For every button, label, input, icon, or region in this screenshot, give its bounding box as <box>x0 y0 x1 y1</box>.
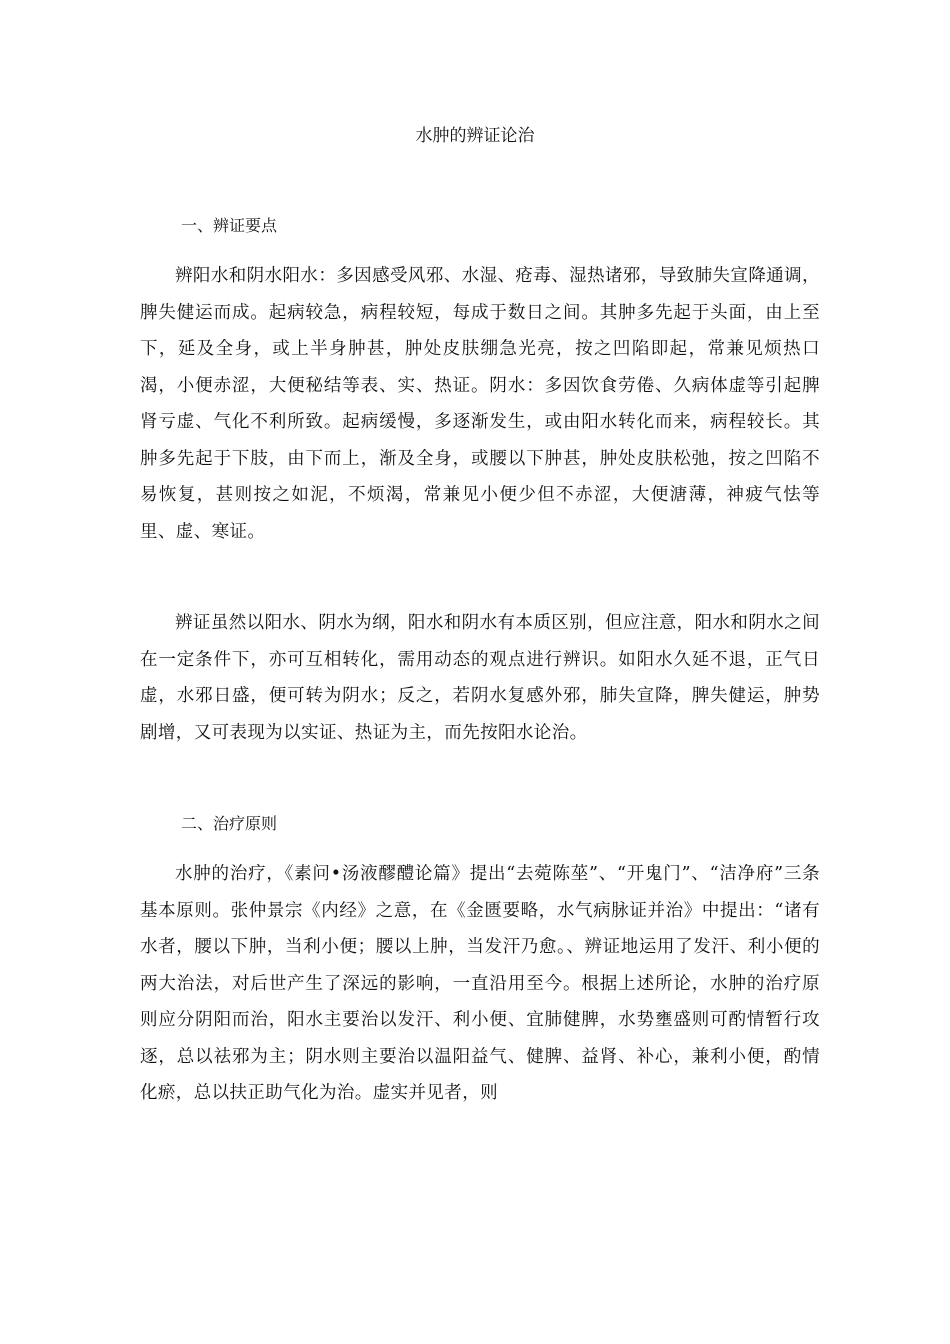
document-title: 水肿的辨证论治 <box>415 126 535 146</box>
paragraph-yang-yin-edema: 辨阳水和阴水阳水：多因感受风邪、水湿、疮毒、湿热诸邪，导致肺失宣降通调，脾失健运而成。起病较急，病程较短，每成于数日之间。其肿多先起于头面，由上至下，延及全身，或上半身肿甚，肿处皮肤绷急光亮，按之凹陷即起，常兼见烦热口渴，小便赤涩，大便秘结等表、实、热证。阴水：多因饮食劳倦、久病体虚等引起脾肾亏虚、气化不利所致。起病缓慢，多逐渐发生，或由阳水转化而来，病程较长。其肿多先起于下肢，由下而上，渐及全身，或腰以下肿甚，肿处皮肤松弛，按之凹陷不易恢复，甚则按之如泥，不烦渴，常兼见小便少但不赤涩，大便溏薄，神疲气怯等里、虚、寒证。 <box>140 266 820 542</box>
paragraph-treatment-principles: 水肿的治疗，《素问•汤液醪醴论篇》提出“去菀陈莝”、“开鬼门”、“洁净府”三条基本原则。张仲景宗《内经》之意，在《金匮要略，水气病脉证并治》中提出：“诸有水者，腰以下肿，当利小便；腰以上肿，当发汗乃愈。、辨证地运用了发汗、利小便的两大治法，对后世产生了深远的影响，一直沿用至今。根据上述所论，水肿的治疗原则应分阴阳而治，阳水主要治以发汗、利小便、宜肺健脾，水势壅盛则可酌情暂行攻逐，总以祛邪为主；阴水则主要治以温阳益气、健脾、益肾、补心，兼利小便，酌情化瘀，总以扶正助气化为治。虚实并见者，则 <box>140 864 820 1103</box>
section-heading-key-points: 一、辨证要点 <box>181 216 278 235</box>
section-heading-treatment-principles: 二、治疗原则 <box>181 814 278 833</box>
paragraph-yang-yin-transformation: 辨证虽然以阳水、阴水为纲，阳水和阴水有本质区别，但应注意，阳水和阴水之间在一定条件下，亦可互相转化，需用动态的观点进行辨识。如阳水久延不退，正气日虚，水邪日盛，便可转为阴水；反之，若阴水复感外邪，肺失宣降，脾失健运，肿势剧增，又可表现为以实证、热证为主，而先按阳水论治。 <box>140 613 820 743</box>
